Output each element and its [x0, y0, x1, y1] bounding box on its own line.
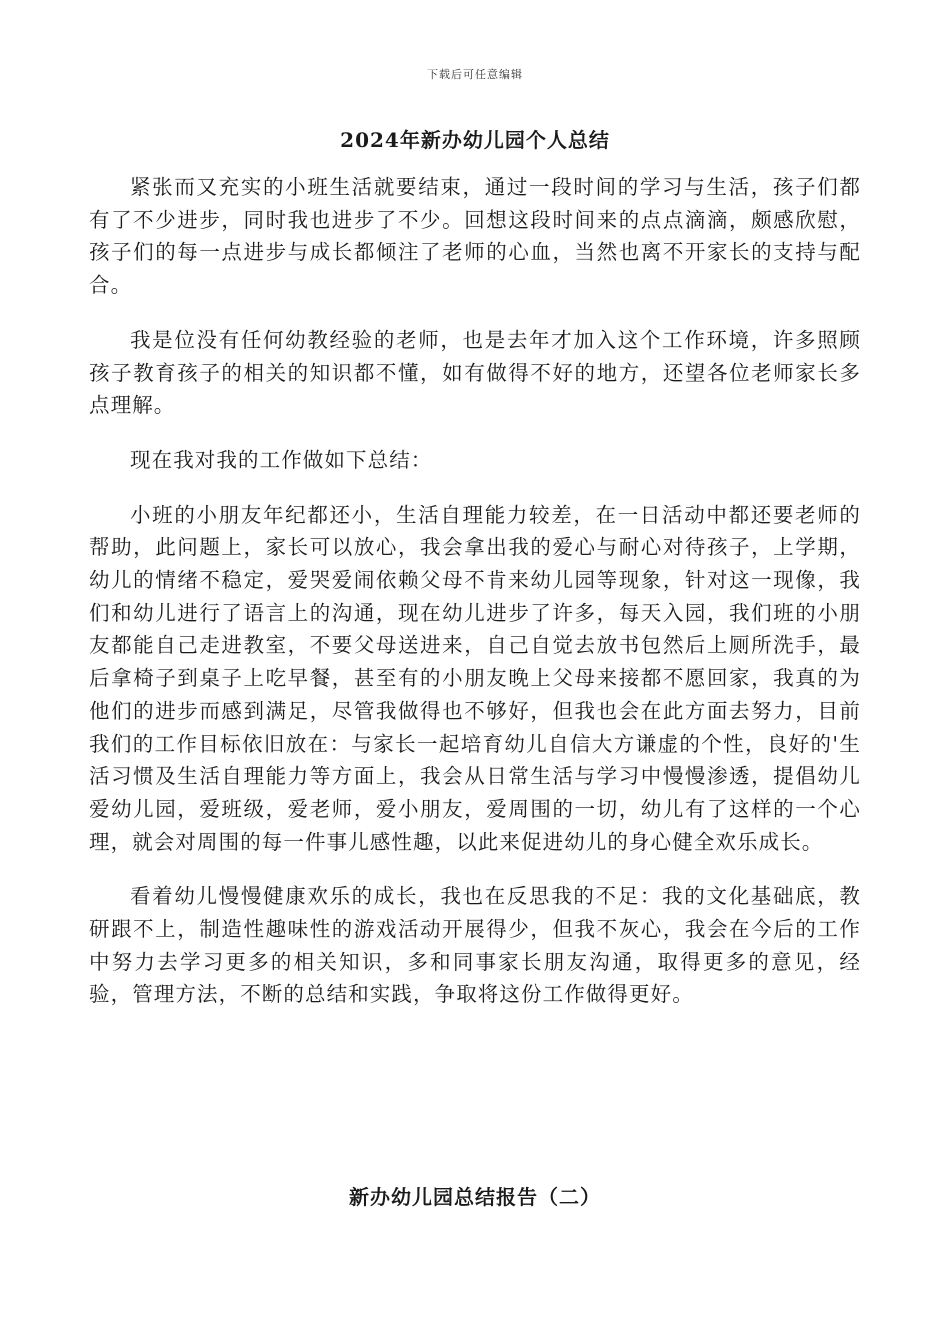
header-note: 下载后可任意编辑: [427, 68, 523, 81]
paragraph: 紧张而又充实的小班生活就要结束，通过一段时间的学习与生活，孩子们都有了不少进步，同时我也进步了不少。回想这段时间来的点点滴滴，颇感欣慰，孩子们的每一点进步与成长都倾注了老师的心血，当然也离不开家长的支持与配合。: [89, 175, 861, 298]
document-title: 2024年新办幼儿园个人总结: [340, 128, 610, 152]
paragraph: 小班的小朋友年纪都还小，生活自理能力较差，在一日活动中都还要老师的帮助，此问题上，家长可以放心，我会拿出我的爱心与耐心对待孩子，上学期，幼儿的情绪不稳定，爱哭爱闹依赖父母不肯来幼儿园等现象，针对这一现像，我们和幼儿进行了语言上的沟通，现在幼儿进步了许多，每天入园，我们班的小朋友都能自己走进教室，不要父母送进来，自己自觉去放书包然后上厕所洗手，最后拿椅子到桌子上吃早餐，甚至有的小朋友晚上父母来接都不愿回家，我真的为他们的进步而感到满足，尽管我做得也不够好，但我也会在此方面去努力，目前我们的工作目标依旧放在：与家长一起培育幼儿自信大方谦虚的个性，良好的'生活习惯及生活自理能力等方面上，我会从日常生活与学习中慢慢渗透，提倡幼儿爱幼儿园，爱班级，爱老师，爱小朋友，爱周围的一切，幼儿有了这样的一个心理，就会对周围的每一件事儿感性趣，以此来促进幼儿的身心健全欢乐成长。: [89, 502, 861, 854]
paragraph: 现在我对我的工作做如下总结：: [130, 447, 433, 472]
paragraph: 看着幼儿慢慢健康欢乐的成长，我也在反思我的不足：我的文化基础底，教研跟不上，制造性趣味性的游戏活动开展得少，但我不灰心，我会在今后的工作中努力去学习更多的相关知识，多和同事家长朋友沟通，取得更多的意见，经验，管理方法，不断的总结和实践，争取将这份工作做得更好。: [89, 884, 861, 1007]
paragraph: 我是位没有任何幼教经验的老师，也是去年才加入这个工作环境，许多照顾孩子教育孩子的相关的知识都不懂，如有做得不好的地方，还望各位老师家长多点理解。: [89, 327, 861, 418]
document-body: [89, 171, 861, 1033]
next-section-title: 新办幼儿园总结报告（二）: [349, 1185, 601, 1209]
